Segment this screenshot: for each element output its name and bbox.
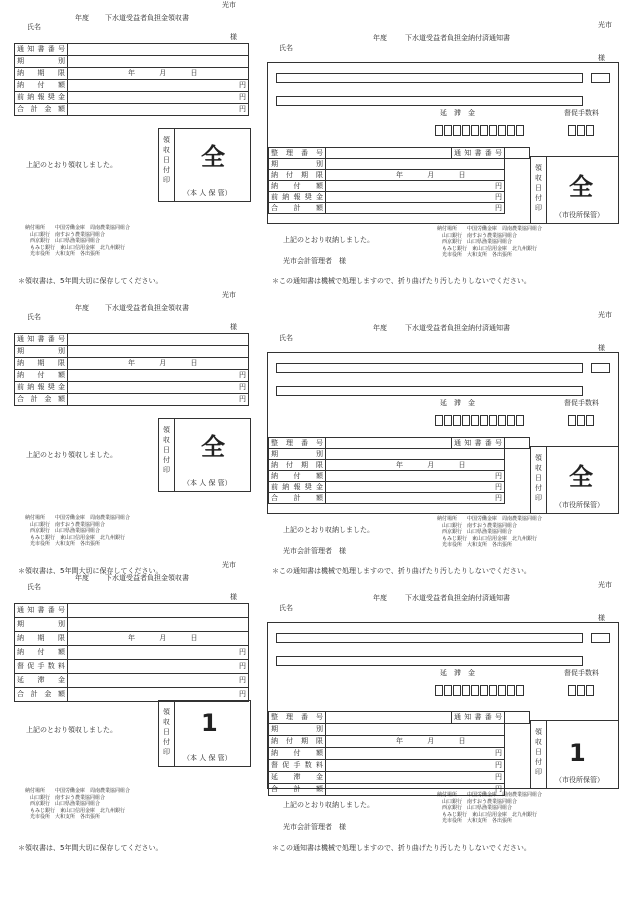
notice-no-label: 通知書番号: [452, 438, 505, 449]
digit-box: [435, 125, 443, 136]
digit-box: [444, 415, 452, 426]
address-input-small: [591, 73, 610, 83]
receipt-stamp-mark: 1: [201, 709, 218, 737]
notice-row-label: 督促手数料: [269, 760, 326, 772]
receipt-row-value: 円: [68, 660, 249, 674]
notice-name-label: 氏名: [279, 604, 293, 612]
notice-title: 下水道受益者負担金納付済通知書: [405, 324, 510, 332]
digit-box: [586, 685, 594, 696]
receipt-row-value: [68, 604, 249, 618]
receipt-row-value: [68, 334, 249, 346]
stamp-side-char: 付: [535, 484, 542, 492]
bank-list: 納付場所 中国労働金庫 周南農業協同組合 山口銀行 南すおう農業協同組合 西京銀行 山口県漁業協同組合 もみじ銀行 東山口信用金庫 北九州銀行 光市役所 大和支所 各出張所: [25, 515, 131, 547]
stamp-side-char: 印: [163, 176, 170, 184]
notice-no-label: 通知書番号: [452, 712, 505, 724]
digit-box: [489, 125, 497, 136]
receipt-row-value: 円: [68, 674, 249, 688]
notice-row-value: 年 月 日: [326, 170, 505, 181]
address-input-2: [276, 96, 583, 106]
received-text: 上記のとおり領収しました。: [26, 161, 117, 169]
stamp-side-char: 付: [535, 194, 542, 202]
digit-box: [462, 415, 470, 426]
digit-box: [453, 125, 461, 136]
receipt-row-label: 前納報奨金: [15, 382, 68, 394]
notice-row-label: 納付額: [269, 748, 326, 760]
notice-row-label: 整理番号: [269, 438, 326, 449]
receipt-table: [14, 333, 249, 406]
stamp-side-char: 収: [163, 718, 170, 726]
receipt-stamp-mark: 全: [201, 433, 225, 461]
notice-row-label: 納付期限: [269, 170, 326, 181]
receipt-row-value: [68, 44, 249, 56]
machine-note: ＊この通知書は機械で処理しますので、折り曲げたり汚したりしないでください。: [272, 567, 531, 575]
stamp-side-char: 印: [535, 204, 542, 212]
fiscal-year-label-notice: 年度: [373, 324, 387, 332]
receipt-title: 下水道受益者負担金領収書: [105, 574, 189, 582]
notice-row-label: 前納報奨金: [269, 192, 326, 203]
received-text: 上記のとおり領収しました。: [26, 726, 117, 734]
digit-box: [568, 685, 576, 696]
stamp-side-char: 収: [535, 738, 542, 746]
fiscal-year-label: 年度: [75, 304, 89, 312]
receipt-row-label: 納付額: [15, 646, 68, 660]
fiscal-year-label-notice: 年度: [373, 594, 387, 602]
section-2: [0, 290, 630, 575]
notice-row-value: 円: [326, 772, 505, 784]
notice-row-label: 期 別: [269, 449, 326, 460]
fiscal-year-label: 年度: [75, 574, 89, 582]
digit-box: [435, 415, 443, 426]
notice-sama: 様: [598, 54, 605, 62]
address-input-1: [276, 363, 583, 373]
sama-label: 様: [230, 593, 237, 601]
notice-row-value: 円: [326, 181, 505, 192]
receipt-table: [14, 43, 249, 116]
digit-box: [471, 125, 479, 136]
notice-name-label: 氏名: [279, 334, 293, 342]
notice-row-label: 期 別: [269, 159, 326, 170]
receipt-row-label: 納付額: [15, 370, 68, 382]
accountant-label: 光市会計管理者 様: [283, 547, 346, 555]
receipt-row-value: 円: [68, 394, 249, 406]
notice-row-value: [326, 148, 452, 159]
stamp-side-char: 収: [535, 464, 542, 472]
city-label: 光市: [222, 1, 236, 9]
sama-label: 様: [230, 323, 237, 331]
notice-no-value: [505, 712, 530, 724]
receipt-row-value: [68, 618, 249, 632]
receipt-row-label: 納期限: [15, 632, 68, 646]
receipt-row-value: 年 月 日: [68, 358, 249, 370]
notice-row-value: 円: [326, 493, 505, 504]
stamp-side-char: 印: [535, 494, 542, 502]
arrears-label: 延 滞 金: [440, 669, 475, 677]
honnin-hokan: （本 人 保 管）: [183, 754, 232, 762]
name-label: 氏名: [27, 313, 41, 321]
digit-box: [435, 685, 443, 696]
stamp-side-char: 日: [535, 474, 542, 482]
receipt-row-label: 通知書番号: [15, 604, 68, 618]
notice-stamp-box: [530, 446, 618, 513]
receipt-row-value: 円: [68, 104, 249, 116]
digit-box: [498, 125, 506, 136]
notice-row-label: 納付額: [269, 471, 326, 482]
stamp-side-char: 領: [535, 728, 542, 736]
received-notice-text: 上記のとおり収納しました。: [283, 526, 374, 534]
notice-stamp-box: [530, 156, 618, 223]
arrears-label: 延 滞 金: [440, 399, 475, 407]
receipt-row-label: 納期限: [15, 358, 68, 370]
digit-box: [577, 125, 585, 136]
arrears-digits: [435, 415, 525, 428]
notice-row-value: [326, 712, 452, 724]
receipt-row-value: 円: [68, 646, 249, 660]
city-label-notice: 光市: [598, 311, 612, 319]
fee-label: 督促手数料: [564, 109, 599, 117]
address-input-2: [276, 656, 583, 666]
notice-stamp-box: [530, 720, 618, 788]
keep-note: ＊領収書は、5年間大切に保存してください。: [18, 277, 163, 285]
arrears-digits: [435, 125, 525, 138]
stamp-side-char: 日: [163, 446, 170, 454]
notice-row-label: 前納報奨金: [269, 482, 326, 493]
shiyakusho-hokan: （市役所保管）: [555, 211, 604, 219]
notice-stamp-side: [531, 447, 547, 513]
digit-box: [489, 685, 497, 696]
section-1: [0, 0, 630, 285]
receipt-row-label: 前納報奨金: [15, 92, 68, 104]
notice-no-value: [505, 438, 530, 449]
receipt-row-label: 合計金額: [15, 688, 68, 702]
address-input-small: [591, 363, 610, 373]
digit-box: [480, 125, 488, 136]
digit-box: [586, 415, 594, 426]
notice-row-value: 年 月 日: [326, 736, 505, 748]
fiscal-year-label-notice: 年度: [373, 34, 387, 42]
stamp-side-char: 付: [163, 166, 170, 174]
bank-list: 納付場所 中国労働金庫 周南農業協同組合 山口銀行 南すおう農業協同組合 西京銀行 山口県漁業協同組合 もみじ銀行 東山口信用金庫 北九州銀行 光市役所 大和支所 各出張所: [25, 225, 131, 257]
notice-frame: [267, 62, 619, 224]
fee-label: 督促手数料: [564, 399, 599, 407]
bank-list-notice: 納付場所 中国労働金庫 周南農業協同組合 山口銀行 南すおう農業協同組合 西京銀行 山口県漁業協同組合 もみじ銀行 東山口信用金庫 北九州銀行 光市役所 大和支所 各出張所: [437, 516, 543, 548]
receipt-row-label: 通知書番号: [15, 44, 68, 56]
digit-box: [577, 685, 585, 696]
notice-name-label: 氏名: [279, 44, 293, 52]
notice-row-label: 整理番号: [269, 148, 326, 159]
receipt-table: [14, 603, 249, 702]
stamp-side-char: 日: [535, 184, 542, 192]
notice-row-value: 円: [326, 760, 505, 772]
receipt-stamp-box: [158, 700, 251, 767]
section-3: [0, 560, 630, 852]
accountant-label: 光市会計管理者 様: [283, 823, 346, 831]
receipt-row-label: 納期限: [15, 68, 68, 80]
keep-note: ＊領収書は、5年間大切に保存してください。: [18, 844, 163, 852]
notice-stamp-side: [531, 157, 547, 223]
address-input-2: [276, 386, 583, 396]
notice-stamp-mark: 全: [569, 463, 593, 491]
notice-no-label: 通知書番号: [452, 148, 505, 159]
digit-box: [516, 125, 524, 136]
sama-label: 様: [230, 33, 237, 41]
stamp-side-char: 付: [163, 456, 170, 464]
fee-label: 督促手数料: [564, 669, 599, 677]
notice-row-label: 納付期限: [269, 736, 326, 748]
receipt-stamp-box: [158, 128, 251, 202]
stamp-side-char: 付: [535, 758, 542, 766]
receipt-row-value: 円: [68, 80, 249, 92]
stamp-side-char: 日: [163, 728, 170, 736]
receipt-stamp-mark: 全: [201, 143, 225, 171]
notice-table: [268, 147, 530, 214]
stamp-side-char: 領: [163, 136, 170, 144]
stamp-side-char: 印: [163, 466, 170, 474]
digit-box: [586, 125, 594, 136]
notice-stamp-side: [531, 721, 547, 788]
address-input-small: [591, 633, 610, 643]
stamp-side-char: 付: [163, 738, 170, 746]
stamp-side-label: [159, 419, 175, 491]
digit-box: [507, 125, 515, 136]
notice-row-label: 期 別: [269, 724, 326, 736]
receipt-row-label: 期 別: [15, 56, 68, 68]
stamp-side-char: 印: [535, 768, 542, 776]
shiyakusho-hokan: （市役所保管）: [555, 501, 604, 509]
notice-row-label: 納付期限: [269, 460, 326, 471]
stamp-side-label: [159, 129, 175, 201]
accountant-label: 光市会計管理者 様: [283, 257, 346, 265]
receipt-row-label: 督促手数料: [15, 660, 68, 674]
receipt-row-label: 合計金額: [15, 104, 68, 116]
notice-row-label: 納付額: [269, 181, 326, 192]
digit-box: [444, 125, 452, 136]
receipt-row-label: 合計金額: [15, 394, 68, 406]
received-notice-text: 上記のとおり収納しました。: [283, 801, 374, 809]
receipt-row-value: 円: [68, 370, 249, 382]
notice-stamp-mark: 全: [569, 173, 593, 201]
digit-box: [480, 415, 488, 426]
digit-box: [577, 415, 585, 426]
stamp-side-char: 領: [535, 454, 542, 462]
notice-row-value: 円: [326, 748, 505, 760]
stamp-side-char: 領: [163, 708, 170, 716]
notice-row-value: 円: [326, 471, 505, 482]
stamp-side-char: 収: [163, 146, 170, 154]
notice-frame: [267, 352, 619, 514]
address-input-1: [276, 633, 583, 643]
notice-frame: [267, 622, 619, 793]
notice-row-value: 年 月 日: [326, 460, 505, 471]
notice-stamp-mark: 1: [569, 739, 586, 767]
city-label-notice: 光市: [598, 581, 612, 589]
digit-box: [453, 415, 461, 426]
digit-box: [471, 685, 479, 696]
city-label: 光市: [222, 291, 236, 299]
notice-table: [268, 711, 530, 796]
digit-box: [516, 685, 524, 696]
machine-note: ＊この通知書は機械で処理しますので、折り曲げたり汚したりしないでください。: [272, 844, 531, 852]
bank-list: 納付場所 中国労働金庫 周南農業協同組合 山口銀行 南すおう農業協同組合 西京銀行 山口県漁業協同組合 もみじ銀行 東山口信用金庫 北九州銀行 光市役所 大和支所 各出張所: [25, 788, 131, 820]
notice-sama: 様: [598, 614, 605, 622]
stamp-side-char: 収: [535, 174, 542, 182]
receipt-row-value: [68, 56, 249, 68]
city-label: 光市: [222, 561, 236, 569]
notice-title: 下水道受益者負担金納付済通知書: [405, 594, 510, 602]
receipt-row-label: 期 別: [15, 618, 68, 632]
receipt-row-value: 年 月 日: [68, 68, 249, 80]
bank-list-notice: 納付場所 中国労働金庫 周南農業協同組合 山口銀行 南すおう農業協同組合 西京銀行 山口県漁業協同組合 もみじ銀行 東山口信用金庫 北九州銀行 光市役所 大和支所 各出張所: [437, 226, 543, 258]
notice-row-label: 合計額: [269, 493, 326, 504]
bank-list-notice: 納付場所 中国労働金庫 周南農業協同組合 山口銀行 南すおう農業協同組合 西京銀行 山口県漁業協同組合 もみじ銀行 東山口信用金庫 北九州銀行 光市役所 大和支所 各出張所: [437, 792, 543, 824]
arrears-label: 延 滞 金: [440, 109, 475, 117]
receipt-row-value: 円: [68, 688, 249, 702]
notice-row-label: 合計額: [269, 784, 326, 796]
digit-box: [498, 415, 506, 426]
receipt-title: 下水道受益者負担金領収書: [105, 304, 189, 312]
name-label: 氏名: [27, 23, 41, 31]
digit-box: [568, 125, 576, 136]
stamp-side-char: 領: [163, 426, 170, 434]
notice-row-value: 円: [326, 482, 505, 493]
fee-digits: [568, 415, 595, 428]
digit-box: [516, 415, 524, 426]
receipt-row-label: 通知書番号: [15, 334, 68, 346]
notice-row-value: [326, 449, 505, 460]
stamp-side-char: 収: [163, 436, 170, 444]
receipt-row-label: 延滞金: [15, 674, 68, 688]
digit-box: [507, 685, 515, 696]
fiscal-year-label: 年度: [75, 14, 89, 22]
digit-box: [507, 415, 515, 426]
honnin-hokan: （本 人 保 管）: [183, 479, 232, 487]
received-text: 上記のとおり領収しました。: [26, 451, 117, 459]
shiyakusho-hokan: （市役所保管）: [555, 776, 604, 784]
digit-box: [568, 415, 576, 426]
city-label-notice: 光市: [598, 21, 612, 29]
receipt-title: 下水道受益者負担金領収書: [105, 14, 189, 22]
digit-box: [498, 685, 506, 696]
digit-box: [471, 415, 479, 426]
fee-digits: [568, 125, 595, 138]
stamp-side-char: 日: [163, 156, 170, 164]
stamp-side-char: 日: [535, 748, 542, 756]
notice-row-value: 円: [326, 192, 505, 203]
fee-digits: [568, 685, 595, 698]
stamp-side-char: 印: [163, 748, 170, 756]
keep-note: ＊領収書は、5年間大切に保存してください。: [18, 567, 163, 575]
notice-no-value: [505, 148, 530, 159]
notice-sama: 様: [598, 344, 605, 352]
machine-note: ＊この通知書は機械で処理しますので、折り曲げたり汚したりしないでください。: [272, 277, 531, 285]
digit-box: [489, 415, 497, 426]
address-input-1: [276, 73, 583, 83]
notice-row-label: 延滞金: [269, 772, 326, 784]
digit-box: [453, 685, 461, 696]
stamp-side-char: 領: [535, 164, 542, 172]
name-label: 氏名: [27, 583, 41, 591]
receipt-row-value: 円: [68, 382, 249, 394]
notice-row-value: 円: [326, 784, 505, 796]
receipt-row-value: 円: [68, 92, 249, 104]
honnin-hokan: （本 人 保 管）: [183, 189, 232, 197]
notice-row-value: 円: [326, 203, 505, 214]
digit-box: [480, 685, 488, 696]
notice-row-value: [326, 438, 452, 449]
notice-row-value: [326, 724, 505, 736]
notice-title: 下水道受益者負担金納付済通知書: [405, 34, 510, 42]
receipt-stamp-box: [158, 418, 251, 492]
receipt-row-value: 年 月 日: [68, 632, 249, 646]
received-notice-text: 上記のとおり収納しました。: [283, 236, 374, 244]
arrears-digits: [435, 685, 525, 698]
receipt-row-label: 納付額: [15, 80, 68, 92]
notice-row-value: [326, 159, 505, 170]
stamp-side-label: [159, 701, 175, 766]
notice-row-label: 合計額: [269, 203, 326, 214]
digit-box: [444, 685, 452, 696]
digit-box: [462, 685, 470, 696]
notice-table: [268, 437, 530, 504]
receipt-row-value: [68, 346, 249, 358]
digit-box: [462, 125, 470, 136]
notice-row-label: 整理番号: [269, 712, 326, 724]
receipt-row-label: 期 別: [15, 346, 68, 358]
